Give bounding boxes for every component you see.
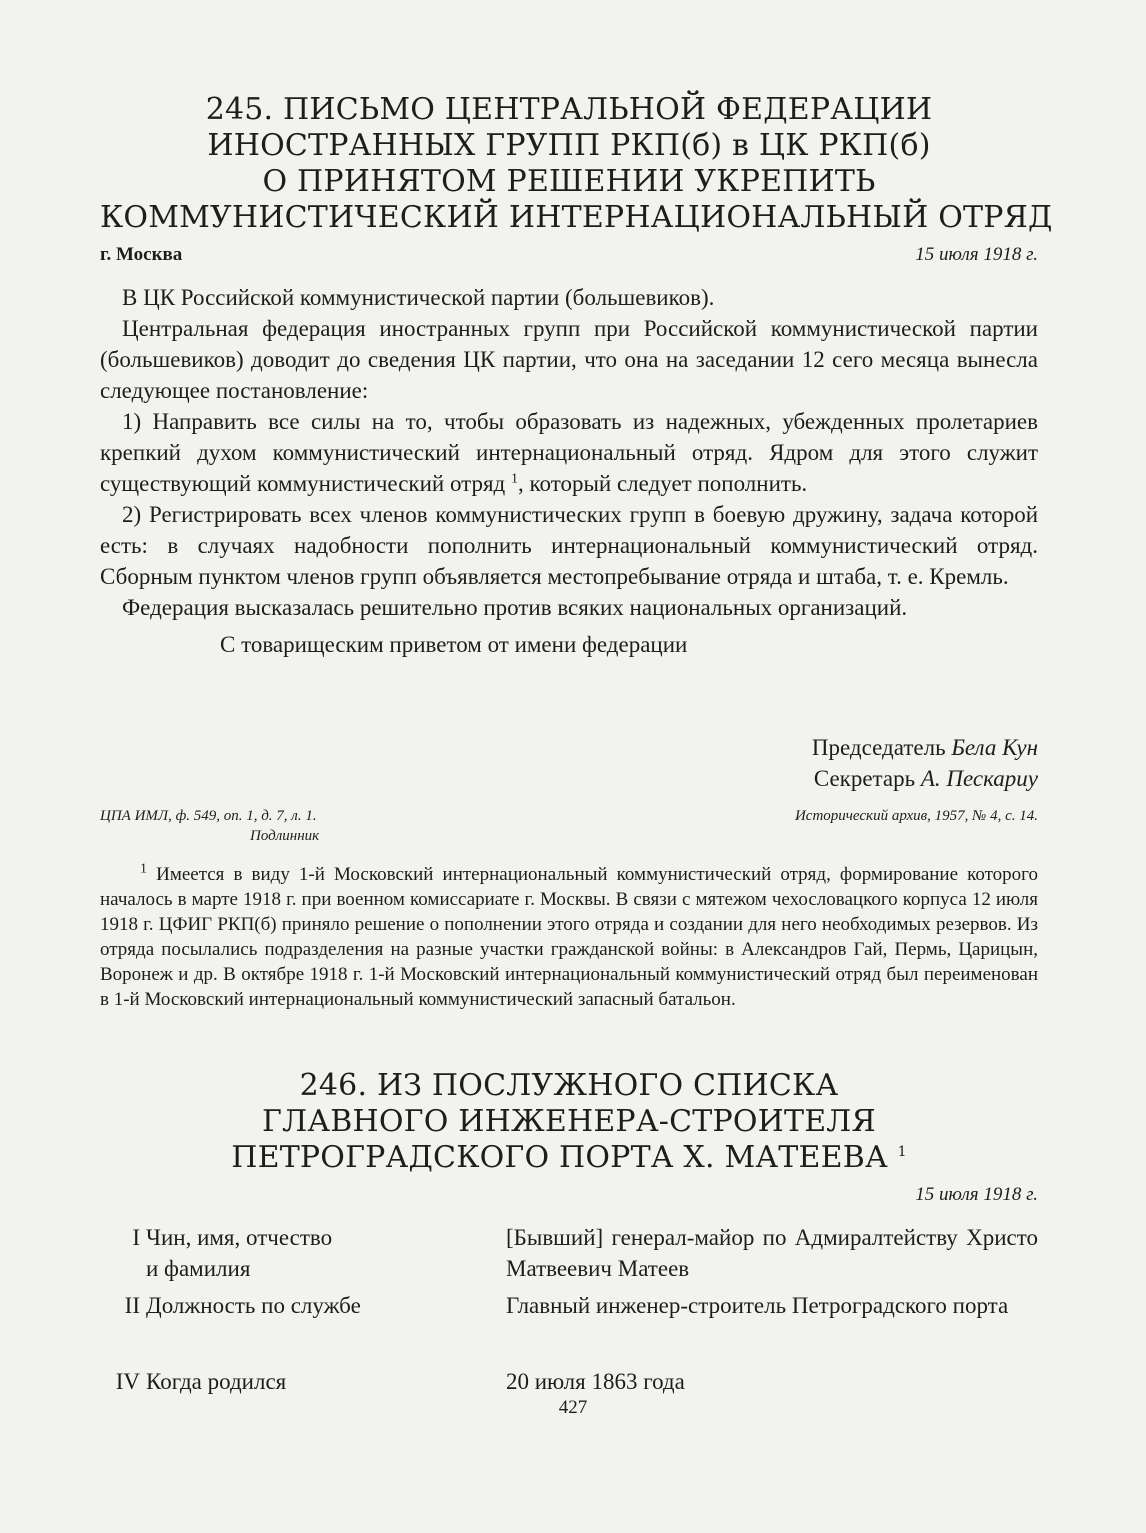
row-label: Когда родился (146, 1369, 287, 1394)
secretary-role: Секретарь (813, 766, 916, 791)
doc246-date: 15 июля 1918 г. (915, 1184, 1038, 1205)
service-record-row (100, 1366, 1038, 1397)
doc246-meta (100, 1184, 1038, 1206)
row-number: II (124, 1293, 140, 1318)
doc245-paragraph: 2) Регистрировать всех членов коммунистических групп в боевую дружину, задача которой есть: в случаях надобности пополнить интернациональный коммунистический отряд. Сборным пунктом членов групп объявляется местопребывание отряда и штаба, т. е. Кремль. (100, 502, 1038, 589)
doc245-paragraph: Федерация высказалась решительно против всяких национальных организаций. (122, 595, 908, 620)
row-value: Главный инженер-строитель Петроградского порта (506, 1293, 1009, 1318)
chairman-role: Председатель (811, 735, 946, 760)
chairman-name: Бела Кун (951, 735, 1038, 760)
doc246-title-line (100, 1140, 1038, 1176)
doc245-meta (100, 244, 1038, 266)
doc245-title-line: О ПРИНЯТОМ РЕШЕНИИ УКРЕПИТЬ (262, 164, 876, 199)
doc245-paragraph: Центральная федерация иностранных групп при Российской коммунистической партии (большевиков) доводит до сведения ЦК партии, что она на заседании 12 сего месяца вынесла следующее постановление: (100, 316, 1038, 403)
doc245-source (100, 806, 1038, 846)
row-number: I (132, 1225, 140, 1250)
doc245-paragraph-tail: , который следует пополнить. (518, 471, 808, 496)
doc245-footnote (100, 862, 1038, 1012)
source-publication: Исторический архив, 1957, № 4, с. 14. (794, 808, 1038, 824)
doc245-paragraph (100, 406, 1038, 499)
service-record-label (100, 1366, 500, 1397)
doc245-title (100, 92, 1053, 236)
source-archive (100, 806, 319, 846)
source-archive-ref: ЦПА ИМЛ, ф. 549, оп. 1, д. 7, л. 1. (100, 808, 317, 824)
footnote-mark: 1 (140, 861, 147, 877)
doc245-place: г. Москва (100, 244, 183, 265)
doc245-addressee: В ЦК Российской коммунистической партии (большевиков). (122, 285, 715, 310)
row-label: Чин, имя, отчество (146, 1225, 333, 1250)
doc245-body (100, 282, 1038, 660)
row-value: [Бывший] генерал-майор по Адмиралтейству Христо Матвеевич Матеев (506, 1225, 1038, 1281)
row-label: Должность по службе (146, 1293, 361, 1318)
doc246-title-footnote-mark: 1 (897, 1144, 907, 1160)
doc245-paragraph-text: 1) Направить все силы на то, чтобы образовать из надежных, убежденных пролетариев крепкий духом коммунистический интернациональный отряд. Ядром для этого служит существующий коммунистический отряд (100, 409, 1038, 496)
doc245-date: 15 июля 1918 г. (915, 244, 1038, 265)
doc245-signatures (100, 732, 1038, 794)
doc245-closing: С товарищеским приветом от имени федерации (220, 632, 688, 657)
doc245-title-line: КОММУНИСТИЧЕСКИЙ ИНТЕРНАЦИОНАЛЬНЫЙ ОТРЯД (100, 200, 1053, 235)
signature-secretary (100, 763, 1038, 794)
row-number: IV (115, 1369, 140, 1394)
row-label-cont: и фамилия (146, 1256, 251, 1281)
service-record-label (100, 1222, 500, 1284)
signature-chairman (100, 732, 1038, 763)
footnote-text: Имеется в виду 1-й Московский интернациональный коммунистический отряд, формирование которого началось в марте 1918 г. при военном комиссариате г. Москвы. В связи с мятежом чехословацкого корпуса 12 июля 1918 г. ЦФИГ РКП(б) приняло решение о пополнении этого отряда и создании для него необходимых резервов. Из отряда посылались подразделения на разные участки гражданской войны: в Александров Гай, Пермь, Царицын, Воронеж и др. В октябре 1918 г. 1-й Московский интернациональный коммунистический отряд был переименован в 1-й Московский интернациональный коммунистический запасный батальон. (100, 864, 1039, 1010)
doc246-title-line: 246. ИЗ ПОСЛУЖНОГО СПИСКА (299, 1068, 839, 1103)
source-archive-note: Подлинник (250, 828, 320, 844)
doc246-title-line-text: ПЕТРОГРАДСКОГО ПОРТА Х. МАТЕЕВА (231, 1140, 888, 1175)
footnote-reference: 1 (511, 471, 519, 487)
doc246-title-line: ГЛАВНОГО ИНЖЕНЕРА-СТРОИТЕЛЯ (262, 1104, 876, 1139)
doc245-title-line: 245. ПИСЬМО ЦЕНТРАЛЬНОЙ ФЕДЕРАЦИИ (205, 92, 933, 127)
page-number: 427 (558, 1397, 588, 1418)
secretary-name: А. Пескариу (920, 766, 1038, 791)
footnote-paragraph (100, 862, 1038, 1012)
doc246-title (100, 1068, 1038, 1176)
doc245-title-line: ИНОСТРАННЫХ ГРУПП РКП(б) в ЦК РКП(б) (207, 128, 931, 163)
row-value: 20 июля 1863 года (506, 1369, 685, 1394)
service-record-row (100, 1290, 1038, 1321)
service-record-label (100, 1290, 500, 1321)
service-record-row (100, 1222, 1038, 1284)
